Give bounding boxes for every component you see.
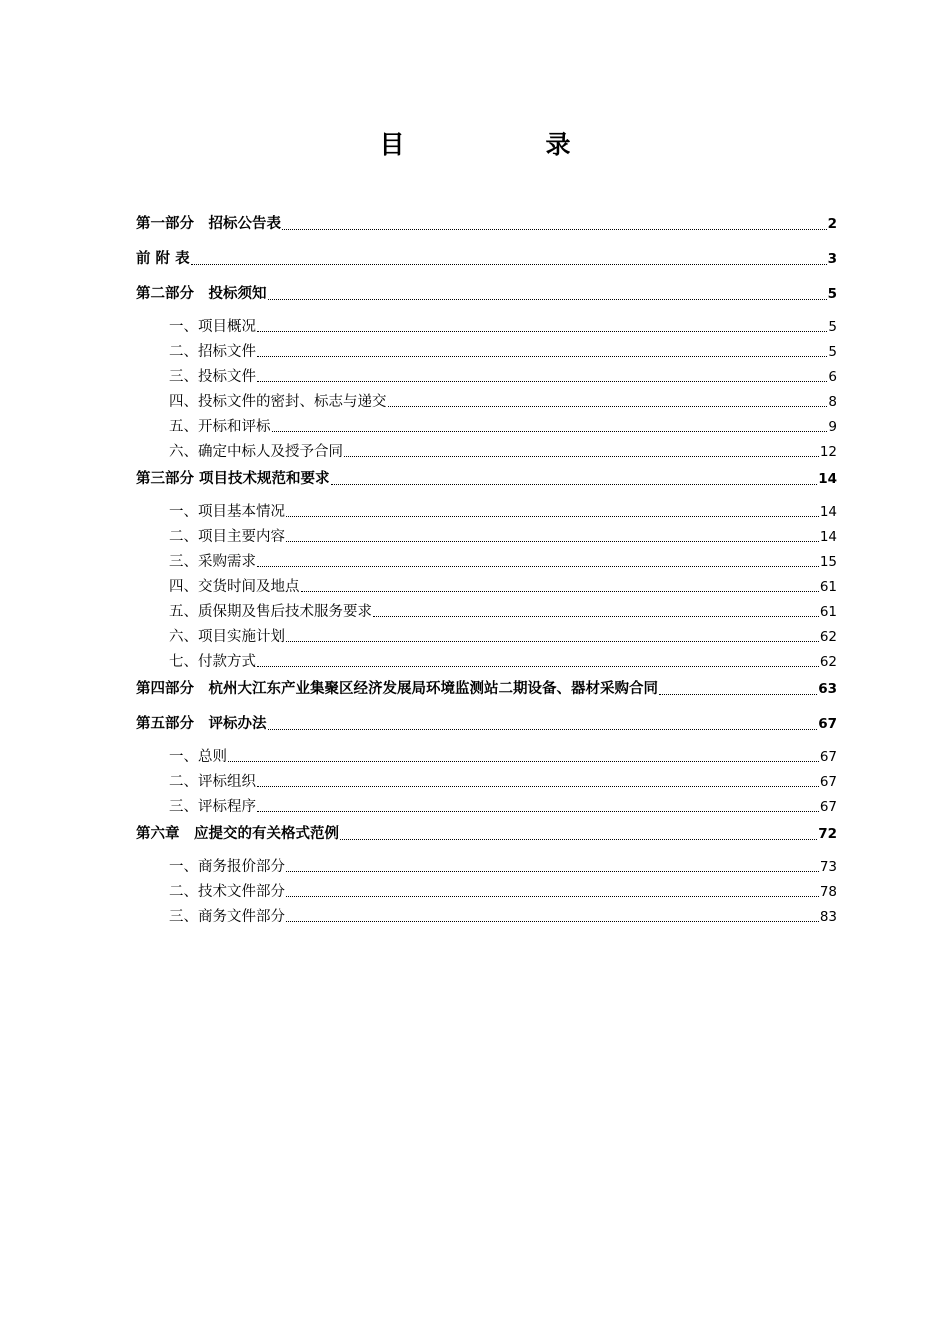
toc-page-number: 5: [828, 319, 837, 335]
toc-subentry[interactable]: [136, 646, 837, 671]
toc-entry-label: 第二部分 投标须知: [136, 285, 267, 302]
toc-entry-label: 一、项目基本情况: [169, 504, 285, 520]
toc-subentry[interactable]: [136, 546, 837, 571]
toc-entry[interactable]: [136, 816, 837, 851]
toc-entry[interactable]: [136, 276, 837, 311]
toc-subentry[interactable]: [136, 901, 837, 926]
toc-leader-dots: [257, 566, 819, 567]
toc-entry-label: 一、商务报价部分: [169, 859, 285, 875]
toc-entry-label: 三、采购需求: [169, 554, 256, 570]
toc-page-number: 5: [827, 285, 837, 302]
toc-leader-dots: [344, 456, 819, 457]
toc-entry-label: 第一部分 招标公告表: [136, 215, 281, 232]
toc-subentry[interactable]: [136, 766, 837, 791]
toc-subentry[interactable]: [136, 386, 837, 411]
toc-page-number: 2: [827, 215, 837, 232]
toc-page-number: 14: [819, 504, 837, 520]
toc-leader-dots: [257, 811, 819, 812]
toc-leader-dots: [228, 761, 819, 762]
toc-leader-dots: [388, 406, 828, 407]
toc-page-number: 78: [819, 884, 837, 900]
toc-page-number: 9: [828, 419, 837, 435]
toc-page-number: 83: [819, 909, 837, 925]
toc-page-number: 61: [819, 604, 837, 620]
toc-leader-dots: [257, 381, 827, 382]
toc-page-number: 63: [818, 680, 837, 697]
toc-entry-label: 五、开标和评标: [169, 419, 271, 435]
toc-subentry[interactable]: [136, 336, 837, 361]
toc-subentry[interactable]: [136, 496, 837, 521]
toc-entry-label: 六、确定中标人及授予合同: [169, 444, 343, 460]
toc-page-number: 67: [819, 774, 837, 790]
toc-subentry[interactable]: [136, 521, 837, 546]
toc-entry-label: 五、质保期及售后技术服务要求: [169, 604, 372, 620]
toc-leader-dots: [286, 921, 819, 922]
toc-leader-dots: [272, 431, 828, 432]
toc-entry-label: 六、项目实施计划: [169, 629, 285, 645]
toc-leader-dots: [286, 871, 819, 872]
toc-leader-dots: [268, 729, 818, 730]
toc-entry-label: 第五部分 评标办法: [136, 715, 267, 732]
toc-entry[interactable]: [136, 706, 837, 741]
toc-subentry[interactable]: [136, 361, 837, 386]
toc-entry-label: 前 附 表: [136, 250, 190, 267]
toc-page-number: 62: [819, 654, 837, 670]
toc-leader-dots: [268, 299, 827, 300]
toc-leader-dots: [257, 356, 827, 357]
toc-entry[interactable]: [136, 241, 837, 276]
toc-entry-label: 二、招标文件: [169, 344, 256, 360]
toc-entry-label: 一、项目概况: [169, 319, 256, 335]
toc-leader-dots: [373, 616, 819, 617]
toc-subentry[interactable]: [136, 596, 837, 621]
toc-entry-label: 三、商务文件部分: [169, 909, 285, 925]
toc-subentry[interactable]: [136, 851, 837, 876]
toc-leader-dots: [257, 786, 819, 787]
toc-leader-dots: [286, 641, 819, 642]
toc-page-number: 67: [818, 715, 837, 732]
toc-page-number: 15: [819, 554, 837, 570]
page-title: 目 录: [379, 130, 629, 159]
toc-leader-dots: [257, 331, 827, 332]
toc-page-number: 67: [819, 799, 837, 815]
toc-subentry[interactable]: [136, 571, 837, 596]
toc-subentry[interactable]: [136, 411, 837, 436]
toc-entry-label: 第四部分 杭州大江东产业集聚区经济发展局环境监测站二期设备、器材采购合同: [136, 680, 658, 697]
toc-entry-label: 一、总则: [169, 749, 227, 765]
toc-page-number: 14: [819, 529, 837, 545]
toc-entry-label: 二、项目主要内容: [169, 529, 285, 545]
toc-leader-dots: [286, 896, 819, 897]
toc-leader-dots: [282, 229, 827, 230]
toc-leader-dots: [659, 694, 817, 695]
toc-leader-dots: [257, 666, 819, 667]
toc-page-number: 12: [819, 444, 837, 460]
toc-entry-label: 第六章 应提交的有关格式范例: [136, 825, 339, 842]
toc-page-number: 67: [819, 749, 837, 765]
toc-entry-label: 七、付款方式: [169, 654, 256, 670]
toc-entry-label: 三、投标文件: [169, 369, 256, 385]
toc-entry[interactable]: [136, 206, 837, 241]
toc-leader-dots: [340, 839, 817, 840]
toc-entry[interactable]: [136, 461, 837, 496]
toc-leader-dots: [331, 484, 818, 485]
toc-page-number: 61: [819, 579, 837, 595]
toc-entry-label: 三、评标程序: [169, 799, 256, 815]
toc-page-number: 72: [818, 825, 837, 842]
toc-subentry[interactable]: [136, 791, 837, 816]
toc-leader-dots: [286, 541, 819, 542]
toc-leader-dots: [301, 591, 819, 592]
toc-entry-label: 二、评标组织: [169, 774, 256, 790]
toc-entry-label: 第三部分 项目技术规范和要求: [136, 470, 330, 487]
toc-page-number: 14: [818, 470, 837, 487]
toc-page-number: 6: [828, 369, 837, 385]
toc-page-number: 5: [828, 344, 837, 360]
toc-subentry[interactable]: [136, 311, 837, 336]
toc-leader-dots: [191, 264, 827, 265]
toc-subentry[interactable]: [136, 876, 837, 901]
toc-leader-dots: [286, 516, 819, 517]
toc-entry[interactable]: [136, 671, 837, 706]
toc-page-number: 8: [828, 394, 837, 410]
table-of-contents: [136, 206, 837, 926]
toc-subentry[interactable]: [136, 621, 837, 646]
toc-entry-label: 四、投标文件的密封、标志与递交: [169, 394, 387, 410]
toc-subentry[interactable]: [136, 436, 837, 461]
toc-subentry[interactable]: [136, 741, 837, 766]
toc-page-number: 62: [819, 629, 837, 645]
toc-entry-label: 二、技术文件部分: [169, 884, 285, 900]
toc-entry-label: 四、交货时间及地点: [169, 579, 300, 595]
toc-page-number: 3: [827, 250, 837, 267]
toc-page-number: 73: [819, 859, 837, 875]
